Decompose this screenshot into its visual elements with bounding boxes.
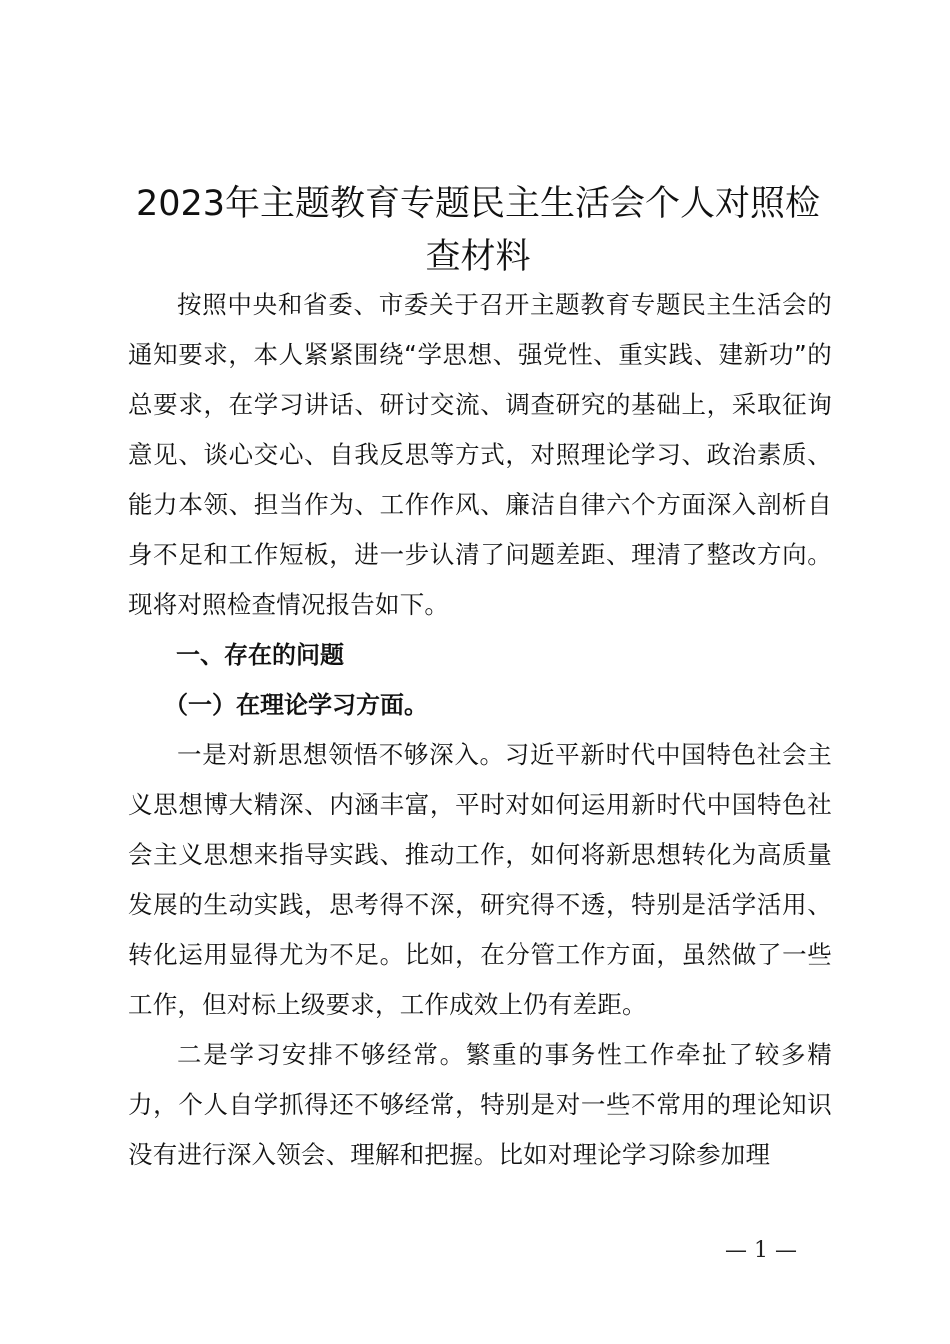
point-paragraph-1: 一是对新思想领悟不够深入。习近平新时代中国特色社会主义思想博大精深、内涵丰富，平时对如何运用新时代中国特色社会主义思想来指导实践、推动工作，如何将新思想转化为高质量发展的生动实践，思考得不深，研究得不透，特别是活学活用、转化运用显得尤为不足。比如，在分管工作方面，虽然做了一些工作，但对标上级要求，工作成效上仍有差距。 — [128, 740, 832, 1019]
section-heading-problems: 一、存在的问题 — [176, 641, 344, 669]
document-body — [128, 280, 832, 1180]
intro-paragraph: 按照中央和省委、市委关于召开主题教育专题民主生活会的通知要求，本人紧紧围绕“学思想、强党性、重实践、建新功”的总要求，在学习讲话、研讨交流、调查研究的基础上，采取征询意见、谈心交心、自我反思等方式，对照理论学习、政治素质、能力本领、担当作为、工作作风、廉洁自律六个方面深入剖析自身不足和工作短板，进一步认清了问题差距、理清了整改方向。现将对照检查情况报告如下。 — [128, 290, 832, 619]
subsection-heading-theory-study: （一）在理论学习方面。 — [164, 691, 428, 719]
point-paragraph-2: 二是学习安排不够经常。繁重的事务性工作牵扯了较多精力，个人自学抓得还不够经常，特别是对一些不常用的理论知识没有进行深入领会、理解和把握。比如对理论学习除参加理 — [128, 1040, 832, 1169]
document-title: 2023年主题教育专题民主生活会个人对照检查材料 — [135, 184, 821, 277]
page-number: — 1 — — [725, 1238, 797, 1263]
